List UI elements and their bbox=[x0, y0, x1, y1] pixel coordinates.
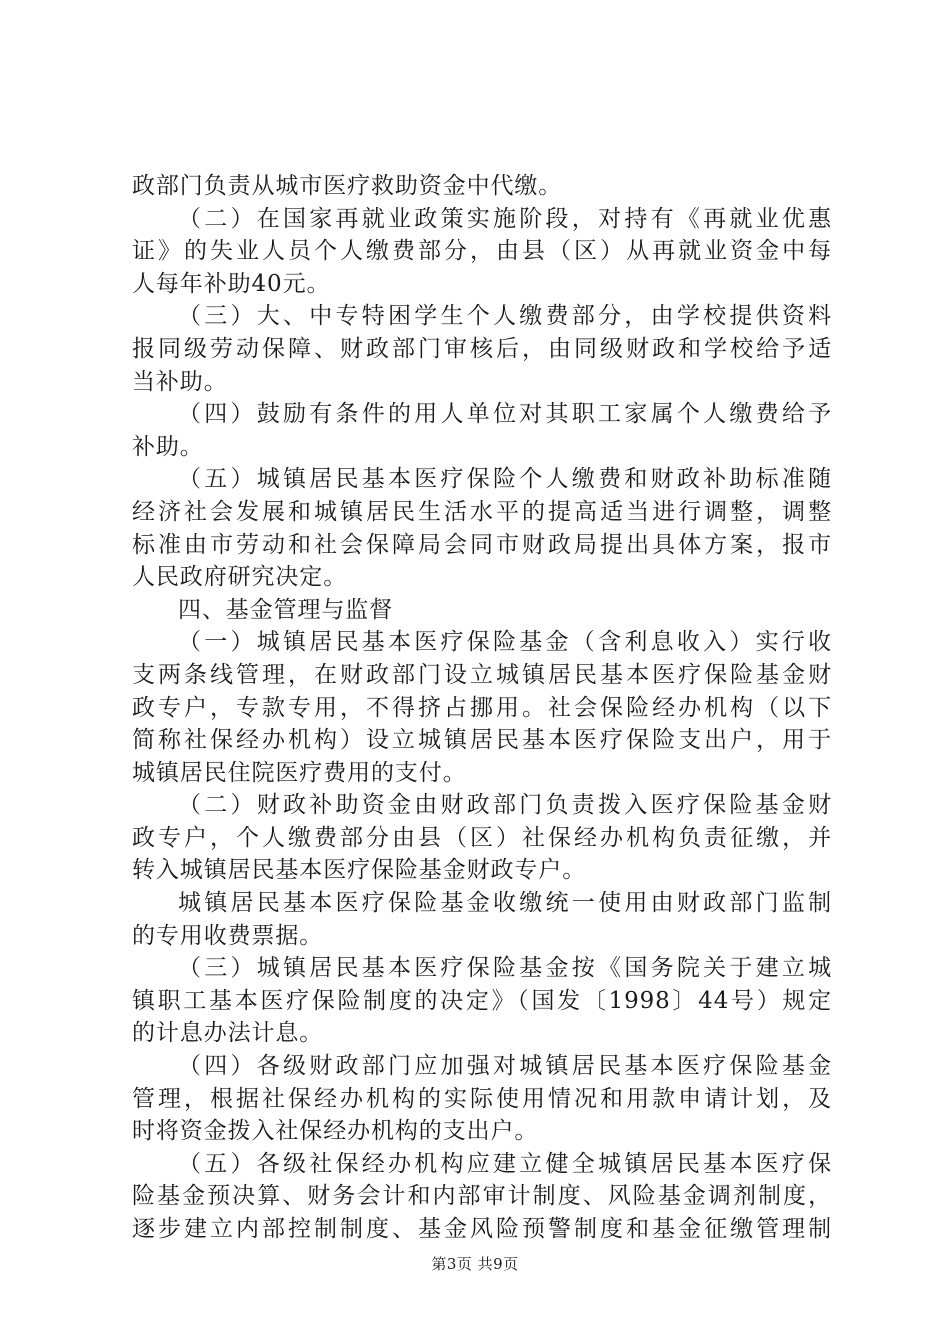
text-line: 政部门负责从城市医疗救助资金中代缴。 bbox=[132, 173, 563, 199]
text-line: 人每年补助40元。 bbox=[132, 270, 331, 297]
text-line: 报同级劳动保障、财政部门审核后，由同级财政和学校给予适 bbox=[132, 335, 832, 362]
text-line: 补助。 bbox=[132, 433, 204, 460]
paragraph-start: （三）城镇居民基本医疗保险基金按《国务院关于建立城 bbox=[178, 955, 832, 982]
text-line: 政专户，专款专用，不得挤占挪用。社会保险经办机构（以下 bbox=[132, 694, 832, 721]
text-line: 人民政府研究决定。 bbox=[132, 564, 348, 591]
text-line: 城镇居民住院医疗费用的支付。 bbox=[132, 759, 467, 786]
paragraph-start: （三）大、中专特困学生个人缴费部分，由学校提供资料 bbox=[178, 303, 832, 330]
text-line: 的专用收费票据。 bbox=[132, 922, 324, 949]
text-line: 镇职工基本医疗保险制度的决定》（国发〔1998〕44号）规定 bbox=[132, 987, 832, 1014]
text-line: 险基金预决算、财务会计和内部审计制度、风险基金调剂制度， bbox=[132, 1183, 832, 1210]
section-heading: 四、基金管理与监督 bbox=[178, 596, 394, 623]
text-line: 支两条线管理，在财政部门设立城镇居民基本医疗保险基金财 bbox=[132, 661, 832, 688]
text-line: 证》的失业人员个人缴费部分，由县（区）从再就业资金中每 bbox=[132, 238, 832, 265]
paragraph-start: （五）城镇居民基本医疗保险个人缴费和财政补助标准随 bbox=[178, 466, 832, 493]
text-line: 管理，根据社保经办机构的实际使用情况和用款申请计划，及 bbox=[132, 1085, 832, 1112]
paragraph-start: （二）财政补助资金由财政部门负责拨入医疗保险基金财 bbox=[178, 792, 832, 819]
text-line: 简称社保经办机构）设立城镇居民基本医疗保险支出户，用于 bbox=[132, 727, 832, 754]
text-line: 转入城镇居民基本医疗保险基金财政专户。 bbox=[132, 857, 587, 884]
text-line: 逐步建立内部控制制度、基金风险预警制度和基金征缴管理制 bbox=[132, 1216, 832, 1242]
text-line: 经济社会发展和城镇居民生活水平的提高适当进行调整，调整 bbox=[132, 498, 832, 525]
document-body bbox=[132, 170, 832, 1246]
paragraph-start: （二）在国家再就业政策实施阶段，对持有《再就业优惠 bbox=[178, 205, 832, 232]
page-number-footer: 第3页 共9页 bbox=[431, 1255, 519, 1273]
text-line: 的计息办法计息。 bbox=[132, 1020, 324, 1047]
text-line: 当补助。 bbox=[132, 368, 228, 395]
text-line: 政专户，个人缴费部分由县（区）社保经办机构负责征缴，并 bbox=[132, 824, 832, 851]
paragraph-start: （四）鼓励有条件的用人单位对其职工家属个人缴费给予 bbox=[178, 401, 832, 428]
paragraph-start: （五）各级社保经办机构应建立健全城镇居民基本医疗保 bbox=[178, 1150, 832, 1177]
text-line: 标准由市劳动和社会保障局会同市财政局提出具体方案，报市 bbox=[132, 531, 832, 558]
text-line: 时将资金拨入社保经办机构的支出户。 bbox=[132, 1118, 539, 1145]
paragraph-start: （四）各级财政部门应加强对城镇居民基本医疗保险基金 bbox=[178, 1053, 832, 1080]
paragraph-start: （一）城镇居民基本医疗保险基金（含利息收入）实行收 bbox=[178, 629, 832, 656]
paragraph-start: 城镇居民基本医疗保险基金收缴统一使用由财政部门监制 bbox=[178, 890, 832, 917]
